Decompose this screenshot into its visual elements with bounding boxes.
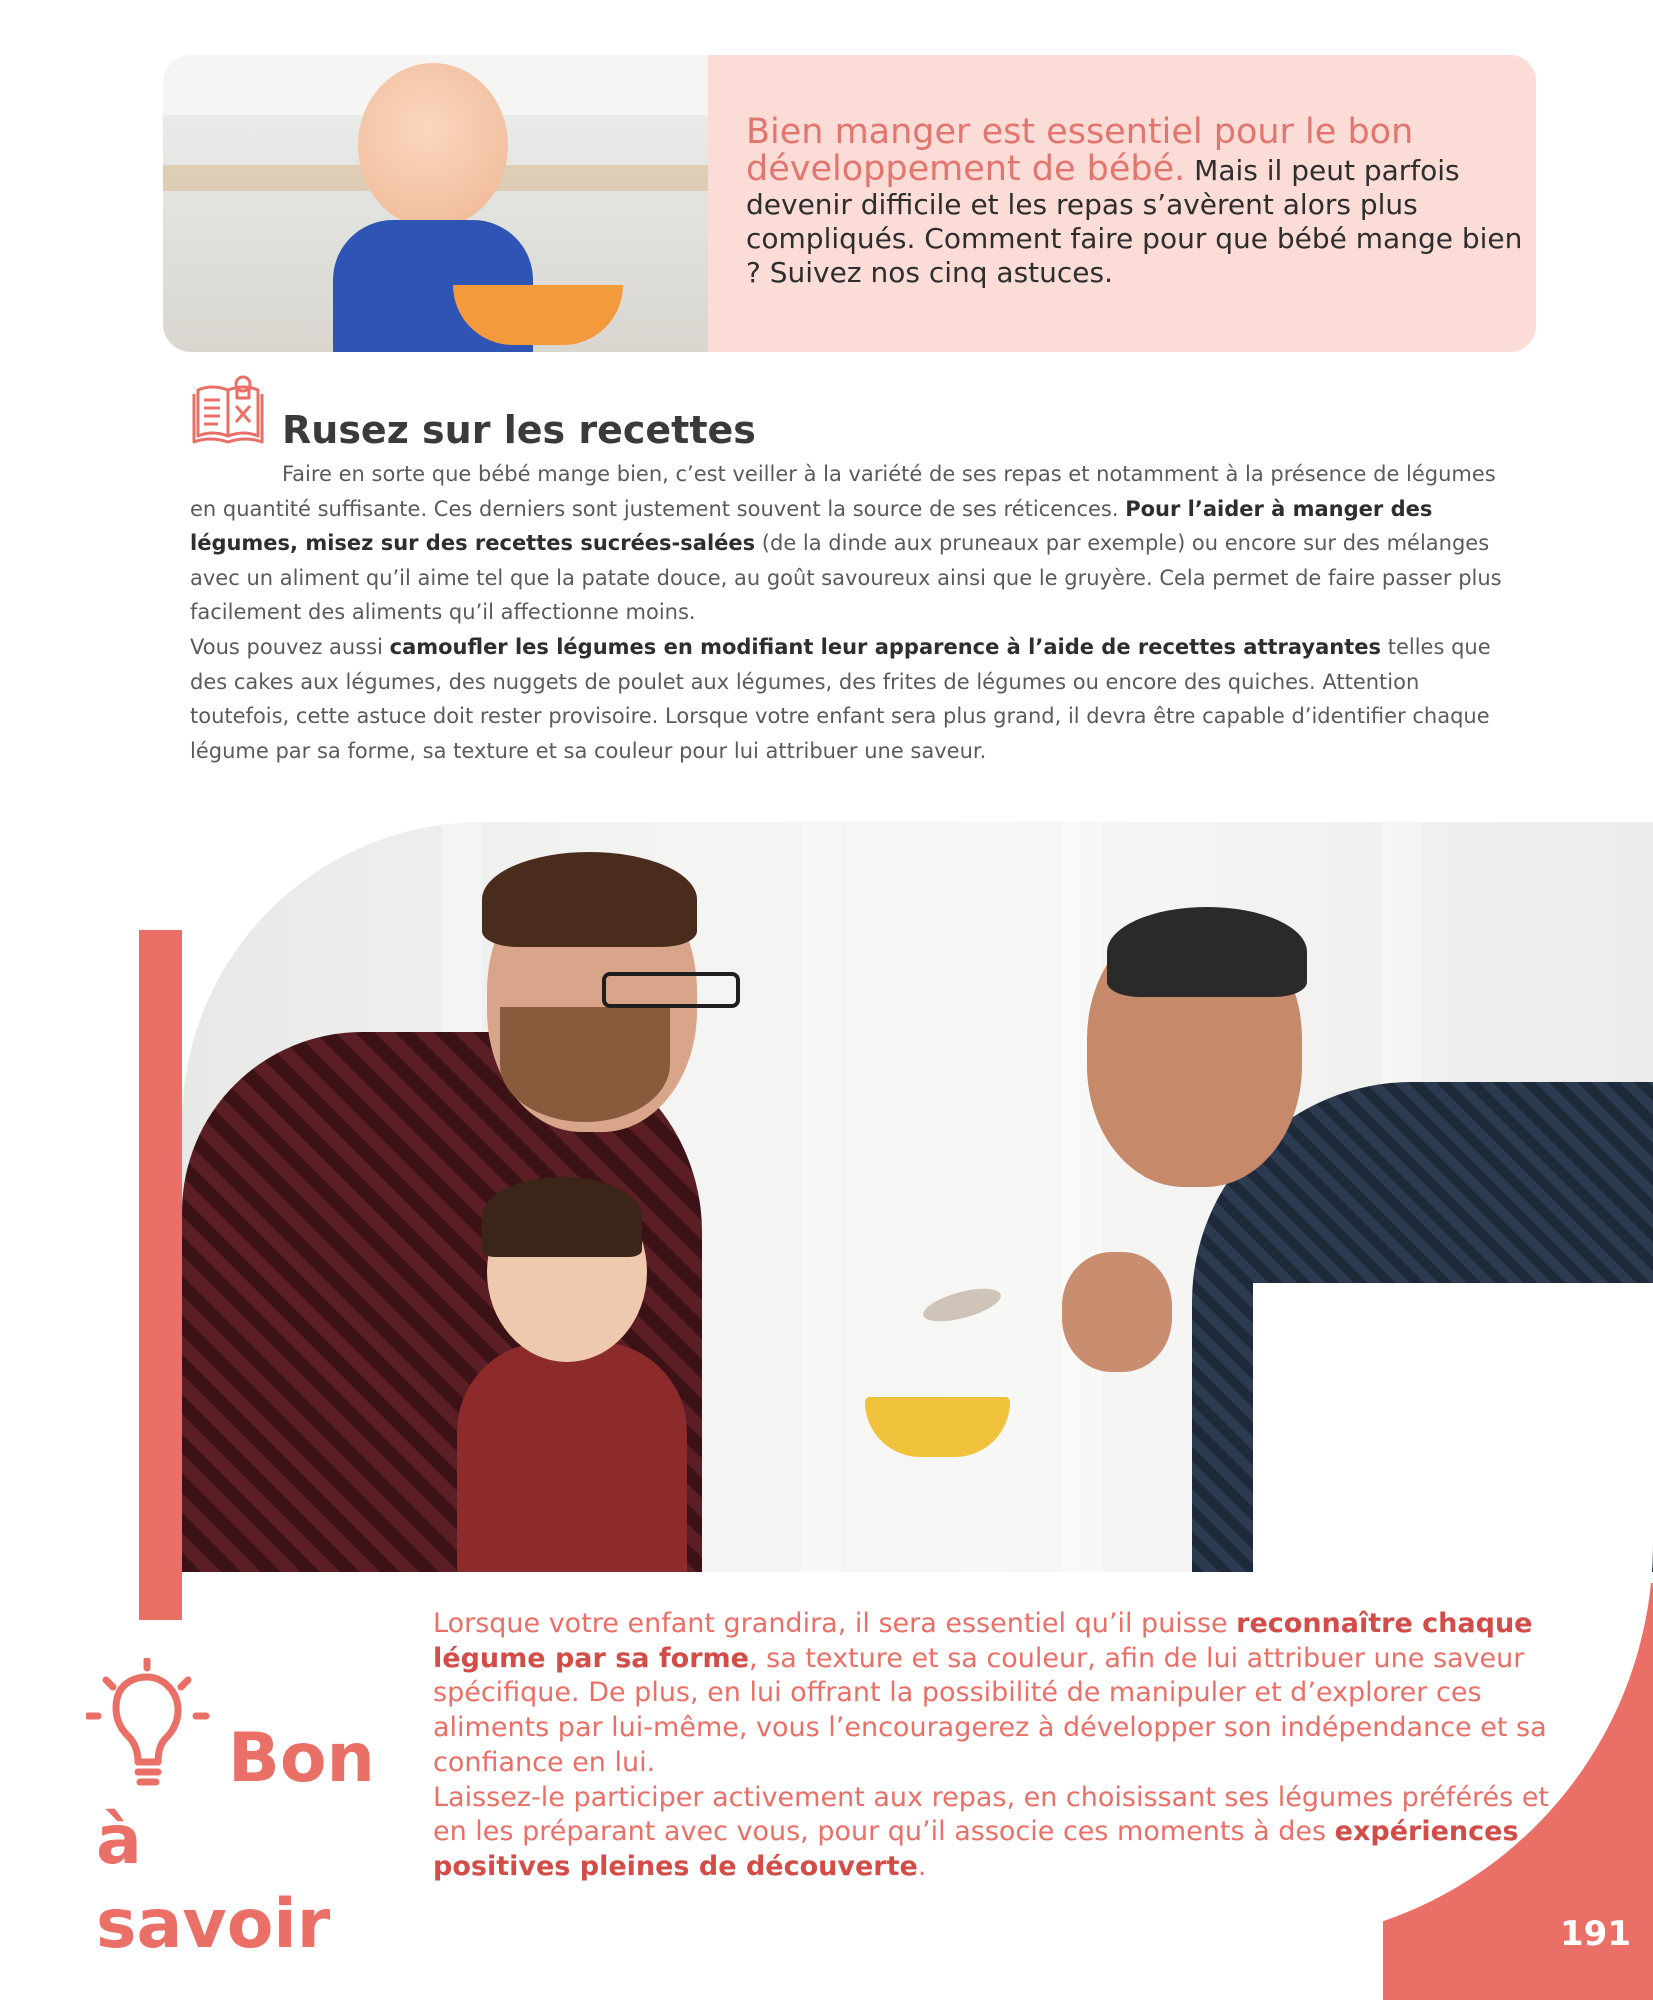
tip-text [433,1607,1581,1885]
page-number: 191 [1560,1914,1631,1954]
text-run: Faire en sorte que bébé mange bien, c’est veiller à la variété de ses repas et notamment à la présence de légumes en quantité suffisante. Ces derniers sont justement souvent la source de ses réticences. [190,462,1496,521]
text-run: Vous pouvez aussi [190,634,390,659]
bold-run: Pour l’aider à manger des légumes, misez sur des recettes sucrées-salées [190,496,1433,556]
text-run: Laissez-le participer activement aux repas, en choisissant ses légumes préférés et en les préparant avec vous, pour qu’il associe ces moments à des [433,1781,1550,1848]
text-run: Lorsque votre enfant grandira, il sera essentiel qu’il puisse [433,1608,1237,1639]
section-paragraph-1 [190,457,1512,630]
tip-paragraph-1 [433,1607,1581,1781]
bold-run: camoufler les légumes en modifiant leur apparence à l’aide de recettes attrayantes [389,634,1382,659]
baby-eating-photo [163,55,708,352]
text-run: (de la dinde aux pruneaux par exemple) ou encore sur des mélanges avec un aliment qu’il aime tel que la patate douce, au goût savoureux ainsi que le gruyère. Cela permet de faire passer plus facilement des aliments qu’il affectionne moins. [190,531,1502,625]
tip-title [96,1717,396,1967]
bold-run: expériences positives pleines de découverte [433,1816,1519,1882]
text-run: telles que des cakes aux légumes, des nuggets de poulet aux légumes, des frites de légumes ou encore des quiches. Attention toutefois, cette astuce doit rester provisoire. Lorsque votre enfant sera plus grand, il devra être capable d’identifier chaque légume par sa forme, sa texture et sa couleur pour lui attribuer une saveur. [190,634,1491,763]
tip-paragraph-2 [433,1781,1581,1885]
accent-bar [139,930,182,1620]
text-run: . [917,1850,927,1882]
bold-run: reconnaître chaque légume par sa forme [433,1608,1533,1674]
intro-rest: Mais il peut parfois devenir difficile et les repas s’avèrent alors plus compliqués. Comment faire pour que bébé mange bien ? Suivez nos cinq astuces. [746,154,1523,289]
text-run: , sa texture et sa couleur, afin de lui attribuer une saveur spécifique. De plus, en lui offrant la possibilité de manipuler et d’explorer ces aliments par lui-même, vous l’encouragerez à développer son indépendance et sa confiance en lui. [433,1642,1547,1778]
section-paragraph-2 [190,630,1512,768]
intro-lead: Bien manger est essentiel pour le bon développement de bébé. [746,112,1414,189]
tip-title-line2: à savoir [96,1801,331,1964]
tip-title-line1: Bon [228,1719,375,1798]
intro-text [746,114,1526,290]
recipe-book-icon [188,372,268,452]
section-title: Rusez sur les recettes [282,408,756,452]
section-body [190,457,1512,768]
